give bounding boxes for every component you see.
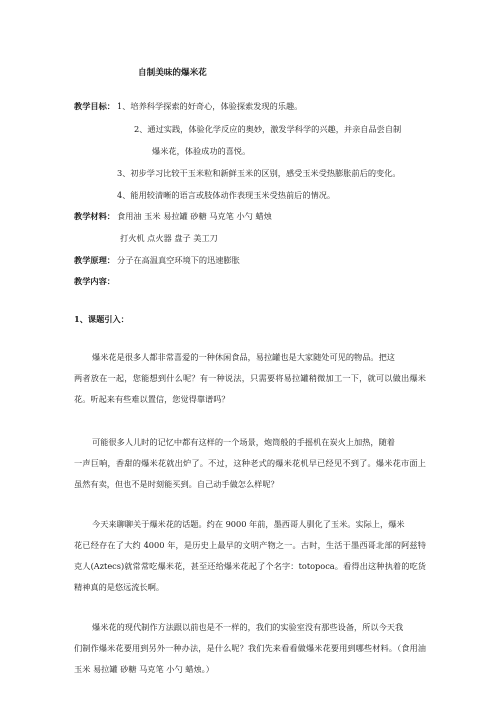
paragraph-4-body: 们制作爆米花要用到另外一种办法，是什么呢？我们先来看看做爆米花要用到哪些材料。（食用油 玉米 易拉罐 砂糖 马克笔 小勺 蜡烛。） — [74, 643, 426, 674]
materials-line-1: 食用油 玉米 易拉罐 砂糖 马克笔 小勺 蜡烛 — [117, 211, 272, 221]
principle-text: 分子在高温真空环境下的迅速膨胀 — [117, 255, 240, 265]
materials-line-2: 打火机 点火器 盘子 美工刀 — [120, 233, 218, 243]
goal-item-2-cont: 爆米花，体验成功的喜悦。 — [152, 146, 251, 156]
goal-item-2: 2、通过实践，体验化学反应的奥妙，激发学科学的兴趣，并亲自品尝自制 — [134, 124, 402, 134]
goals-label: 教学目标： — [74, 101, 115, 111]
paragraph-2-first-line: 可能很多人儿时的记忆中都有这样的一个场景，炮筒般的手摇机在炭火上加热，随着 — [92, 437, 395, 447]
paragraph-3 — [74, 514, 426, 598]
paragraph-3-body: 花已经存在了大约 4000 年，是历史上最早的文明产物之一。古时，生活于墨西哥北部的阿兹特克人(Aztecs)就常常吃爆米花，甚至还给爆米花起了个名字：totopoca。看得出这种执着的吃货精神真的是悠远流长啊。 — [74, 540, 426, 592]
paragraph-1-body: 两者放在一起，您能想到什么呢？有一种说法，只需要将易拉罐稍微加工一下，就可以做出爆米花。听起来有些难以置信，您觉得靠谱吗？ — [74, 373, 426, 404]
paragraph-3-first-line: 今天来聊聊关于爆米花的话题。约在 9000 年前，墨西哥人驯化了玉米。实际上，爆米 — [92, 519, 405, 529]
goal-item-3: 3、初步学习比较干玉米粒和新鲜玉米的区别，感受玉米受热膨胀前后的变化。 — [117, 168, 401, 178]
materials-label: 教学材料： — [74, 211, 115, 221]
goal-item-1: 1、培养科学探索的好奇心，体验探索发现的乐趣。 — [117, 101, 303, 111]
paragraph-2 — [74, 432, 426, 495]
goal-item-4: 4、能用较清晰的语言或肢体动作表现玉米受热前后的情况。 — [117, 190, 336, 200]
paragraph-4-first-line: 爆米花的现代制作方法跟以前也是不一样的，我们的实验室没有那些设备，所以今天我 — [92, 622, 404, 632]
section-heading: 1、课题引入： — [74, 314, 129, 324]
paragraph-1 — [74, 347, 426, 410]
principle-label: 教学原理： — [74, 255, 115, 265]
paragraph-2-body: 一声巨响，香甜的爆米花就出炉了。不过，这种老式的爆米花机早已经见不到了。爆米花市面上虽然有卖，但也不是时刻能买到。自己动手做怎么样呢？ — [74, 458, 426, 489]
content-label: 教学内容： — [74, 276, 115, 286]
paragraph-1-first-line: 爆米花是很多人都非常喜爱的一种休闲食品，易拉罐也是大家随处可见的物品。把这 — [92, 352, 395, 362]
document-title: 自制美味的爆米花 — [138, 68, 207, 78]
paragraph-4 — [74, 617, 426, 680]
